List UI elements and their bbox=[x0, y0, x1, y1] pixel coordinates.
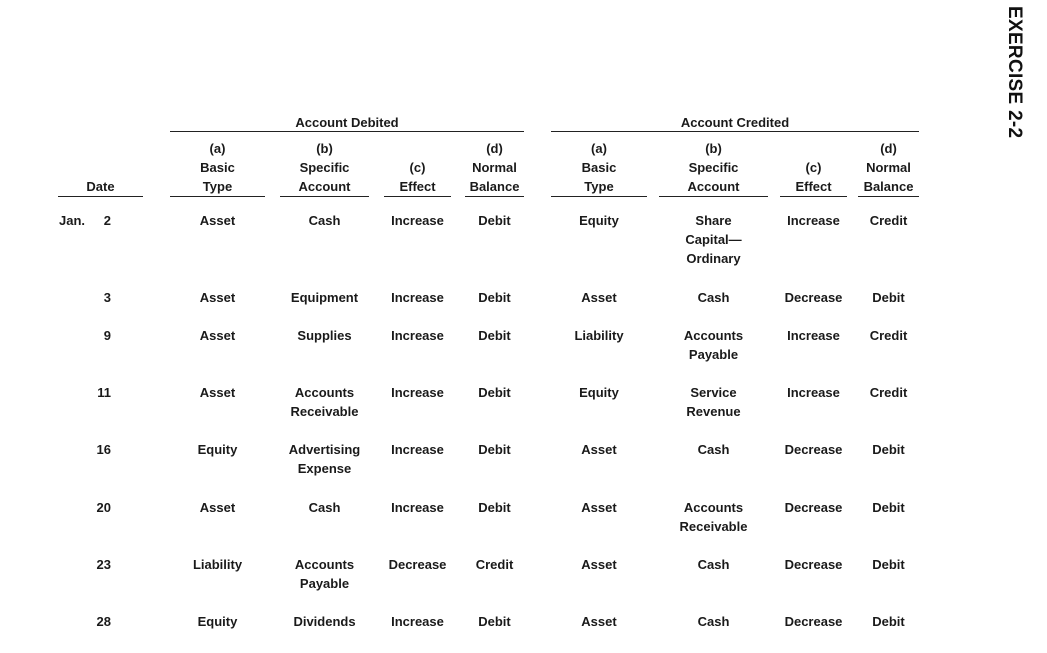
credit-basic-type-cell: Liability bbox=[574, 328, 624, 343]
credit-effect-cell: Increase bbox=[787, 328, 840, 343]
credit-normal-balance-cell: Debit bbox=[872, 290, 905, 305]
credit-normal-balance-cell: Debit bbox=[872, 442, 905, 457]
date-header-label: Date bbox=[86, 179, 115, 194]
debit-normal-balance-header bbox=[465, 142, 524, 197]
debit-normal-balance-cell: Debit bbox=[478, 442, 511, 457]
debit-specific-account-line: Equipment bbox=[290, 290, 359, 305]
credit-basic-type-header-line: (a) bbox=[591, 141, 607, 156]
debit-basic-type-cell: Asset bbox=[199, 500, 236, 515]
debit-specific-account-cell bbox=[280, 498, 369, 517]
debit-basic-type-cell: Asset bbox=[199, 290, 236, 305]
credit-specific-account-line: Service bbox=[690, 385, 737, 400]
row-day: 2 bbox=[103, 213, 111, 228]
debit-effect-cell: Increase bbox=[391, 385, 444, 400]
exercise-title: EXERCISE 2-2 bbox=[1004, 6, 1025, 139]
debit-specific-account-line: Advertising bbox=[288, 442, 361, 457]
credit-effect-header-line: Effect bbox=[795, 179, 832, 194]
credit-specific-account-line: Cash bbox=[697, 442, 730, 457]
debit-normal-balance-cell: Credit bbox=[475, 557, 514, 572]
debit-basic-type-header bbox=[170, 142, 265, 197]
debit-basic-type-cell: Equity bbox=[197, 614, 238, 629]
debit-specific-account-header-line: (b) bbox=[316, 141, 333, 156]
credit-basic-type-header bbox=[551, 142, 647, 197]
debit-effect-cell: Increase bbox=[391, 442, 444, 457]
debit-effect-cell: Increase bbox=[391, 213, 444, 228]
credit-specific-account-line: Cash bbox=[697, 614, 730, 629]
debit-effect-header-line: (c) bbox=[409, 160, 426, 175]
credit-specific-account-line: Cash bbox=[697, 290, 730, 305]
credit-specific-account-cell bbox=[659, 211, 768, 268]
credit-basic-type-cell: Asset bbox=[581, 290, 617, 305]
credit-specific-account-line: Revenue bbox=[686, 404, 741, 419]
debit-specific-account-line: Accounts bbox=[294, 385, 355, 400]
credit-specific-account-line: Accounts bbox=[683, 328, 744, 343]
row-day: 3 bbox=[103, 290, 111, 305]
credit-basic-type-cell: Asset bbox=[581, 442, 617, 457]
date-column-header bbox=[58, 142, 143, 197]
debit-specific-account-line: Dividends bbox=[293, 614, 356, 629]
debit-basic-type-cell: Asset bbox=[199, 328, 236, 343]
debit-effect-header-line: Effect bbox=[399, 179, 436, 194]
credit-specific-account-cell bbox=[659, 326, 768, 364]
row-day: 9 bbox=[103, 328, 111, 343]
debit-normal-balance-cell: Debit bbox=[478, 328, 511, 343]
debit-specific-account-cell bbox=[280, 612, 369, 631]
credit-specific-account-cell bbox=[659, 612, 768, 631]
credit-specific-account-header-line: Specific bbox=[688, 160, 739, 175]
debit-basic-type-cell: Equity bbox=[197, 442, 238, 457]
credit-normal-balance-cell: Credit bbox=[869, 328, 908, 343]
debit-specific-account-cell bbox=[280, 211, 369, 230]
debit-specific-account-header-line: Specific bbox=[299, 160, 350, 175]
credit-specific-account-header-line: (b) bbox=[705, 141, 722, 156]
credit-specific-account-cell bbox=[659, 383, 768, 421]
account-debited-heading: Account Debited bbox=[170, 115, 524, 132]
credit-normal-balance-cell: Credit bbox=[869, 385, 908, 400]
debit-basic-type-cell: Asset bbox=[199, 213, 236, 228]
credit-basic-type-cell: Asset bbox=[581, 614, 617, 629]
credit-specific-account-cell bbox=[659, 498, 768, 536]
debit-effect-cell: Increase bbox=[391, 290, 444, 305]
row-day: 28 bbox=[96, 614, 111, 629]
debit-normal-balance-cell: Debit bbox=[478, 500, 511, 515]
debit-normal-balance-header-line: Normal bbox=[472, 160, 517, 175]
credit-basic-type-cell: Equity bbox=[579, 385, 619, 400]
credit-specific-account-line: Receivable bbox=[679, 519, 748, 534]
debit-specific-account-cell bbox=[280, 288, 369, 307]
debit-effect-cell: Increase bbox=[391, 328, 444, 343]
credit-specific-account-header-line: Account bbox=[687, 179, 740, 194]
credit-effect-cell: Decrease bbox=[784, 557, 843, 572]
debit-normal-balance-cell: Debit bbox=[478, 385, 511, 400]
credit-normal-balance-header bbox=[858, 142, 919, 197]
debit-normal-balance-cell: Debit bbox=[478, 290, 511, 305]
credit-basic-type-cell: Equity bbox=[579, 213, 619, 228]
debit-specific-account-cell bbox=[280, 555, 369, 593]
debit-basic-type-header-line: Basic bbox=[200, 160, 235, 175]
debit-normal-balance-cell: Debit bbox=[478, 614, 511, 629]
debit-specific-account-line: Expense bbox=[297, 461, 352, 476]
credit-basic-type-cell: Asset bbox=[581, 500, 617, 515]
credit-specific-account-cell bbox=[659, 555, 768, 574]
debit-effect-cell: Decrease bbox=[388, 557, 447, 572]
credit-normal-balance-cell: Debit bbox=[872, 557, 905, 572]
credit-specific-account-cell bbox=[659, 440, 768, 459]
credit-basic-type-header-line: Type bbox=[584, 179, 614, 194]
credit-effect-header-line: (c) bbox=[805, 160, 822, 175]
debit-effect-header bbox=[384, 142, 451, 197]
credit-normal-balance-cell: Debit bbox=[872, 614, 905, 629]
credit-basic-type-header-line: Basic bbox=[581, 160, 617, 175]
debit-effect-cell: Increase bbox=[391, 614, 444, 629]
credit-effect-cell: Increase bbox=[787, 385, 840, 400]
debit-effect-cell: Increase bbox=[391, 500, 444, 515]
row-day: 11 bbox=[97, 385, 111, 400]
debit-specific-account-line: Cash bbox=[308, 213, 341, 228]
debit-basic-type-cell: Asset bbox=[199, 385, 236, 400]
credit-specific-account-cell bbox=[659, 288, 768, 307]
row-day: 23 bbox=[96, 557, 111, 572]
debit-specific-account-header-line: Account bbox=[298, 179, 351, 194]
debit-specific-account-header bbox=[280, 142, 369, 197]
debit-basic-type-header-line: (a) bbox=[209, 141, 226, 156]
credit-normal-balance-header-line: (d) bbox=[880, 141, 897, 156]
credit-basic-type-cell: Asset bbox=[581, 557, 617, 572]
debit-normal-balance-header-line: (d) bbox=[486, 141, 503, 156]
credit-specific-account-line: Share bbox=[695, 213, 732, 228]
debit-basic-type-header-line: Type bbox=[202, 179, 233, 194]
credit-normal-balance-cell: Credit bbox=[869, 213, 908, 228]
debit-specific-account-line: Accounts bbox=[294, 557, 355, 572]
credit-effect-header bbox=[780, 142, 847, 197]
debit-specific-account-line: Receivable bbox=[290, 404, 359, 419]
credit-effect-cell: Decrease bbox=[784, 500, 843, 515]
row-month: Jan. bbox=[59, 213, 86, 228]
credit-specific-account-line: Cash bbox=[697, 557, 730, 572]
debit-specific-account-cell bbox=[280, 326, 369, 345]
debit-specific-account-cell bbox=[280, 383, 369, 421]
credit-normal-balance-cell: Debit bbox=[872, 500, 905, 515]
credit-effect-cell: Decrease bbox=[784, 442, 843, 457]
credit-specific-account-line: Ordinary bbox=[686, 251, 741, 266]
credit-normal-balance-header-line: Balance bbox=[863, 179, 914, 194]
credit-specific-account-line: Capital— bbox=[685, 232, 742, 247]
credit-effect-cell: Decrease bbox=[784, 290, 843, 305]
row-day: 20 bbox=[96, 500, 111, 515]
credit-specific-account-line: Accounts bbox=[683, 500, 744, 515]
debit-basic-type-cell: Liability bbox=[192, 557, 243, 572]
credit-effect-cell: Decrease bbox=[784, 614, 843, 629]
debit-normal-balance-cell: Debit bbox=[478, 213, 511, 228]
debit-specific-account-cell bbox=[280, 440, 369, 478]
row-day: 16 bbox=[96, 442, 111, 457]
debit-specific-account-line: Supplies bbox=[297, 328, 352, 343]
debit-specific-account-line: Payable bbox=[299, 576, 350, 591]
credit-effect-cell: Increase bbox=[787, 213, 840, 228]
credit-specific-account-header bbox=[659, 142, 768, 197]
debit-normal-balance-header-line: Balance bbox=[469, 179, 520, 194]
debit-specific-account-line: Cash bbox=[308, 500, 341, 515]
credit-normal-balance-header-line: Normal bbox=[866, 160, 911, 175]
credit-specific-account-line: Payable bbox=[688, 347, 739, 362]
account-credited-heading: Account Credited bbox=[551, 115, 919, 132]
